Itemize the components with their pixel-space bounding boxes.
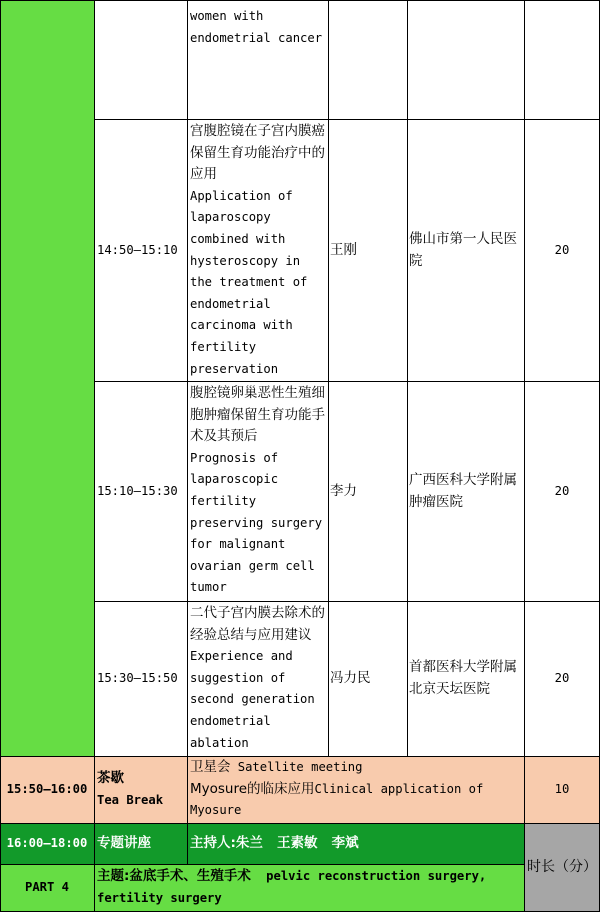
session-time: 15:30–15:50 (97, 671, 178, 686)
tea-break-label-cell (95, 757, 188, 824)
hospital-cell (408, 602, 525, 757)
duration-cell (525, 120, 600, 382)
time-cell (95, 602, 188, 757)
part-topic-cn: 盆底手术、生殖手术 (129, 868, 251, 884)
duration-value: 20 (554, 242, 570, 257)
session-time: 14:50–15:10 (97, 242, 178, 257)
duration-header (525, 824, 600, 912)
speaker-name: 冯力民 (330, 670, 371, 687)
satellite-en: Satellite meeting (237, 760, 363, 774)
hospital-name: 首都医科大学附属北京天坛医院 (409, 659, 517, 697)
lecture-time-text: 16:00–18:00 (6, 836, 88, 851)
hospital-name: 佛山市第一人民医院 (409, 230, 517, 269)
talk-title-en: Prognosis of laparoscopic fertility preserving surgery for malignant ovarian germ cell tumor (190, 450, 323, 595)
satellite-topic-cn: Myosure的临床应用 (190, 780, 315, 797)
session-group-bar (0, 0, 95, 757)
tea-break-duration (525, 757, 600, 824)
speaker-name: 李力 (330, 482, 357, 499)
part-topic-label: 主题: (97, 868, 130, 884)
tea-break-time (0, 757, 95, 824)
speaker-name: 王刚 (330, 241, 357, 258)
chairs-label: 主持人: (190, 835, 236, 852)
lecture-label: 专题讲座 (97, 835, 151, 852)
speaker-cell (329, 0, 408, 120)
lecture-chairs-cell (188, 824, 525, 865)
talk-title-cn: 宫腹腔镜在子宫内膜癌保留生育功能治疗中的应用 (190, 123, 325, 183)
talk-title-cn: 腹腔镜卵巢恶性生殖细胞肿瘤保留生育功能手术及其预后 (190, 385, 325, 445)
duration-value: 10 (554, 782, 570, 797)
tea-break-time-text: 15:50–16:00 (6, 782, 88, 797)
satellite-topic-en: Clinical application of Myosure (190, 781, 484, 818)
lecture-time (0, 824, 95, 865)
talk-title-cn: 二代子宫内膜去除术的经验总结与应用建议 (190, 605, 325, 643)
speaker-cell (329, 120, 408, 382)
satellite-cn: 卫星会 (190, 759, 231, 775)
talk-title-en: Experience and suggestion of second generation endometrial ablation (190, 649, 315, 750)
satellite-meeting-cell (188, 757, 525, 824)
tea-break-label-en: Tea Break (97, 793, 164, 807)
part-topic-cell (95, 865, 525, 912)
talk-title-cell (188, 382, 329, 602)
part-label: PART 4 (24, 880, 70, 895)
lecture-label-cell (95, 824, 188, 865)
duration-cell (525, 0, 600, 120)
part-topic-en: pelvic reconstruction surgery, fertility surgery (97, 869, 487, 905)
session-time: 15:10–15:30 (97, 483, 178, 498)
duration-header-text: 时长（分） (527, 858, 597, 875)
hospital-cell (408, 0, 525, 120)
talk-title-cell (188, 0, 329, 120)
time-cell (95, 120, 188, 382)
speaker-cell (329, 602, 408, 757)
time-cell (95, 0, 188, 120)
talk-title-en: Application of laparoscopy combined with hysteroscopy in the treatment of endometrial carcinoma with fertility preservation (190, 188, 308, 376)
talk-title-cell (188, 120, 329, 382)
chairs-names: 朱兰 王素敏 李斌 (235, 835, 359, 852)
talk-title-cell (188, 602, 329, 757)
hospital-name: 广西医科大学附属肿瘤医院 (409, 471, 517, 510)
duration-value: 20 (554, 483, 570, 498)
hospital-cell (408, 382, 525, 602)
talk-title-en: women with endometrial cancer (190, 9, 323, 45)
duration-value: 20 (554, 671, 570, 686)
duration-cell (525, 382, 600, 602)
duration-cell (525, 602, 600, 757)
hospital-cell (408, 120, 525, 382)
part-label-cell (0, 865, 95, 912)
tea-break-label-cn: 茶歇 (97, 770, 124, 787)
time-cell (95, 382, 188, 602)
speaker-cell (329, 382, 408, 602)
